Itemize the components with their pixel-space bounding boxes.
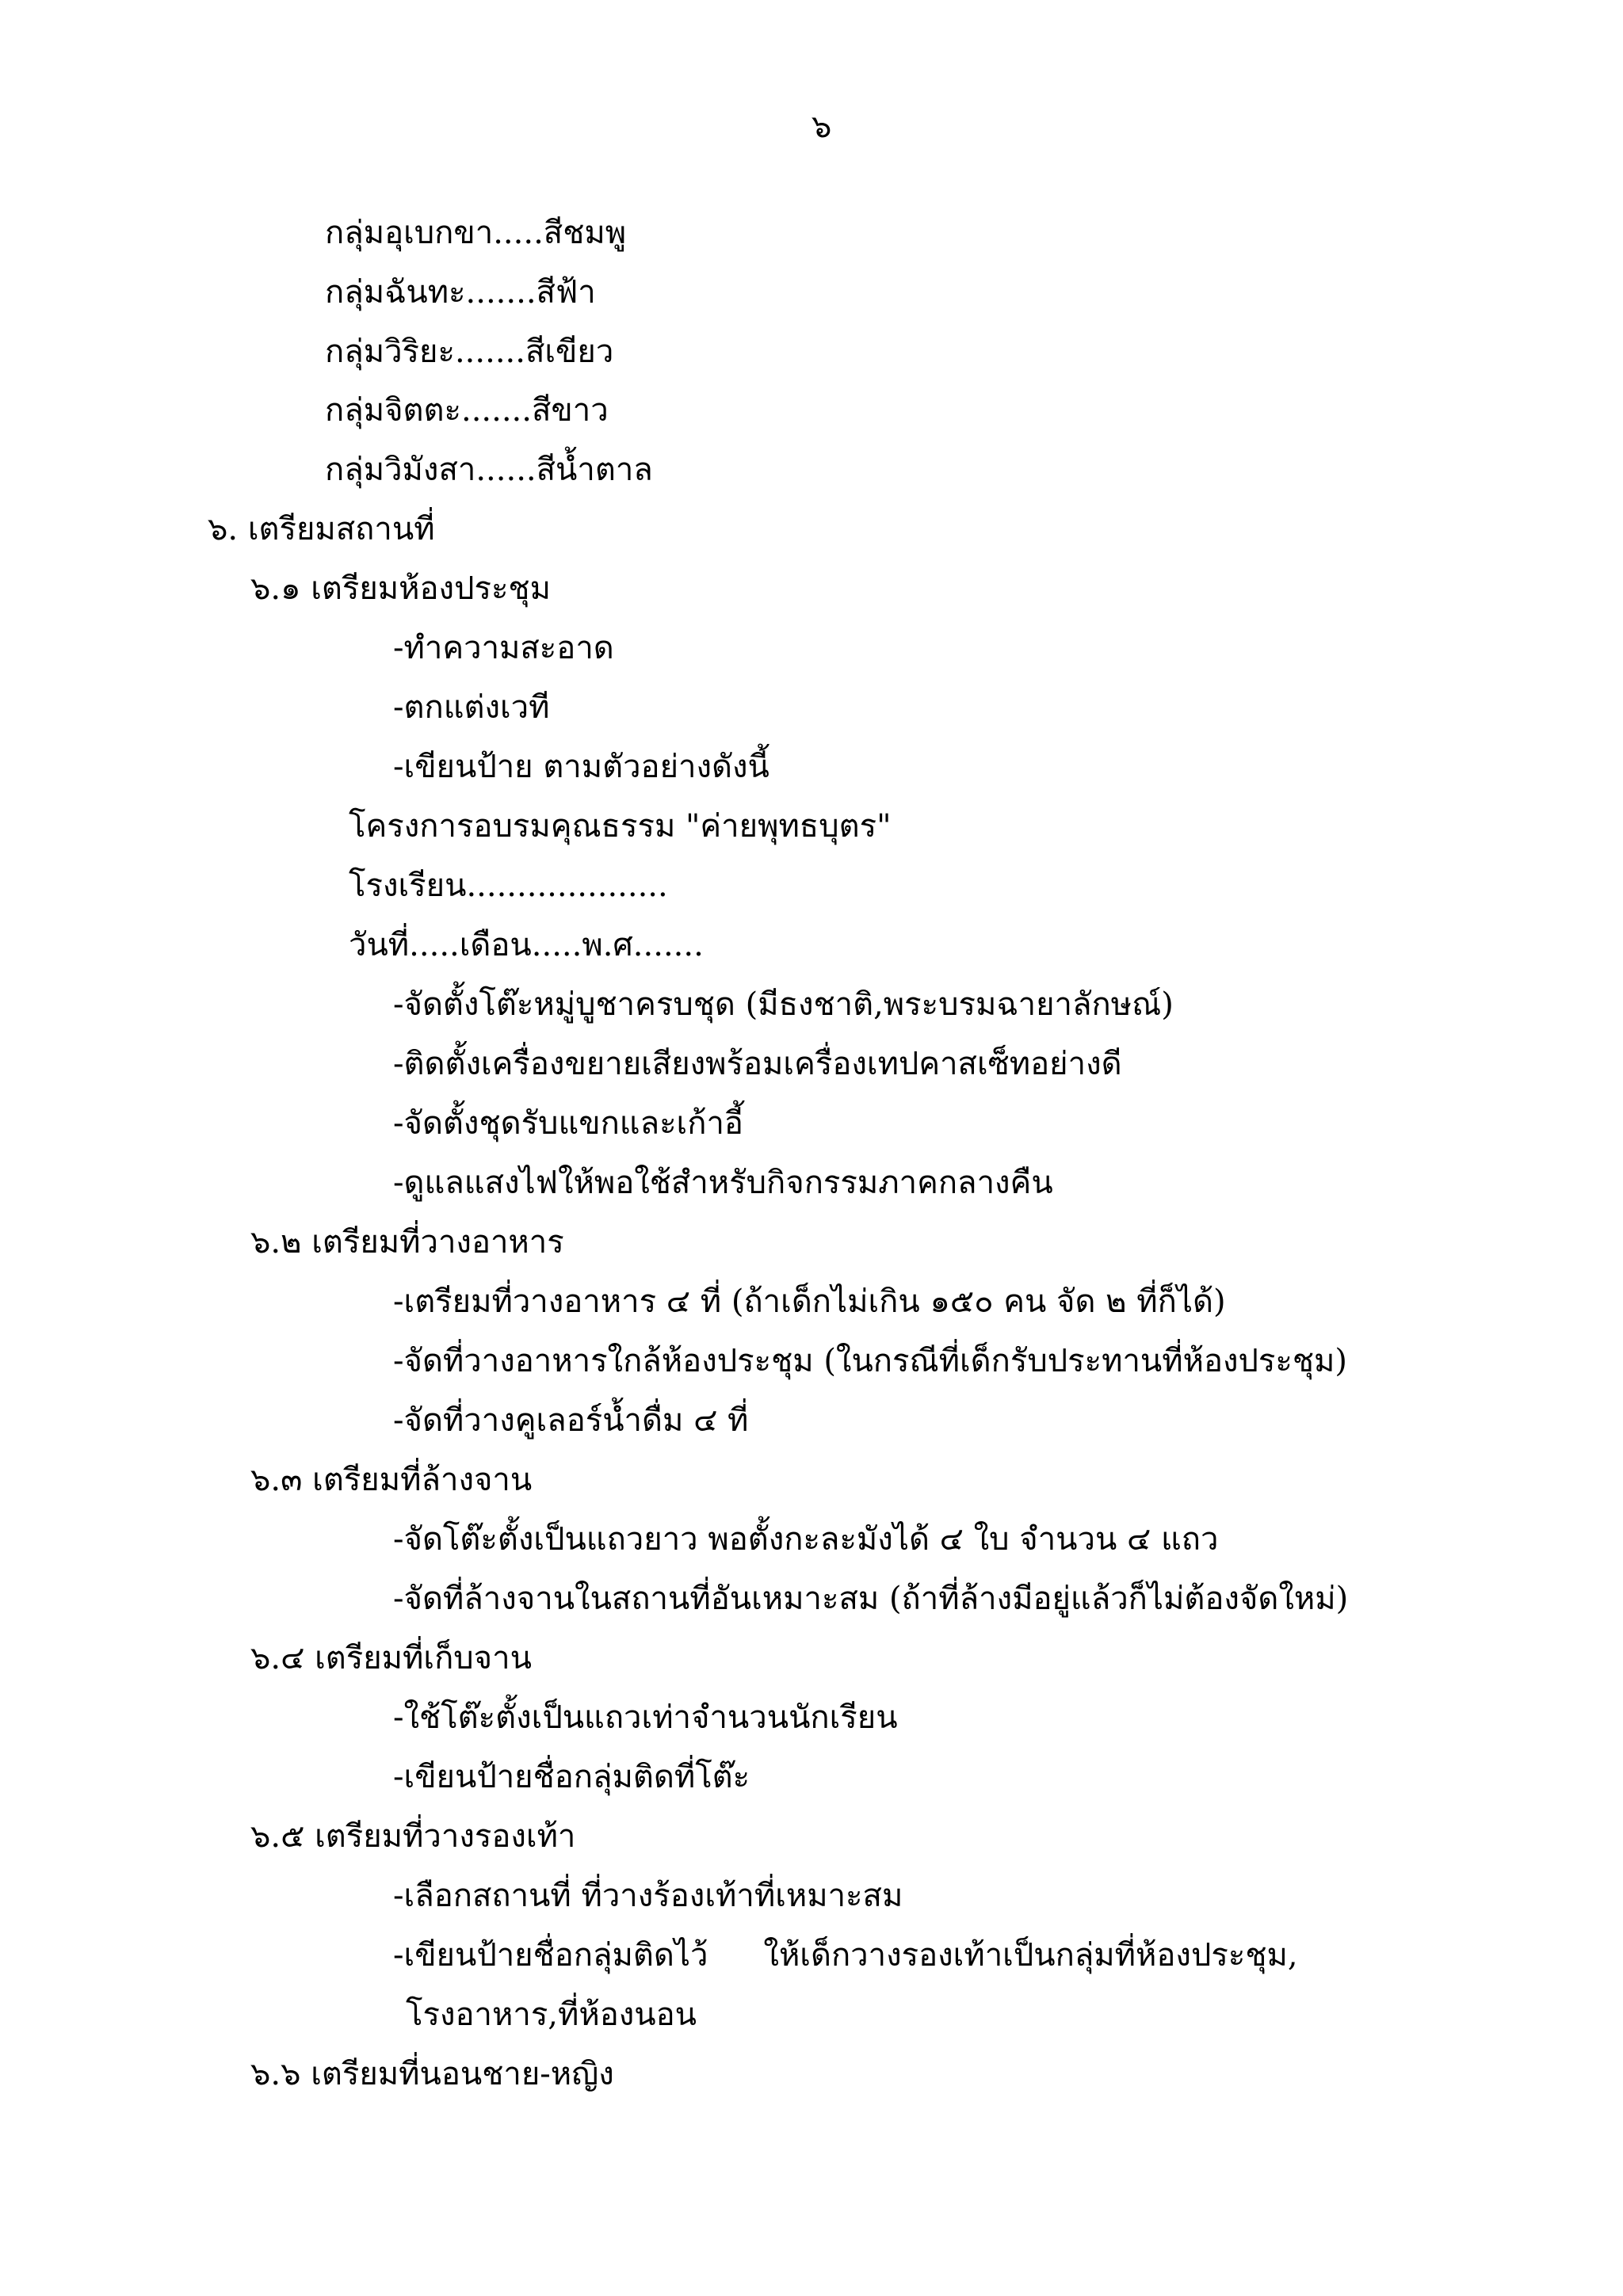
- list-item: -เตรียมที่วางอาหาร ๔ ที่ (ถ้าเด็กไม่เกิน ๑๕๐ คน จัด ๒ ที่ก็ได้): [393, 1283, 1226, 1320]
- subsection-heading: ๖.๖ เตรียมที่นอนชาย-หญิง: [250, 2056, 614, 2092]
- list-item: -ทำความสะอาด: [393, 630, 614, 666]
- list-item-continuation: โรงอาหาร,ที่ห้องนอน: [406, 1997, 697, 2033]
- subsection-heading: ๖.๑ เตรียมห้องประชุม: [250, 570, 551, 607]
- list-item: -จัดตั้งชุดรับแขกและเก้าอี้: [393, 1105, 743, 1142]
- section-heading: ๖. เตรียมสถานที่: [208, 511, 435, 547]
- list-item: -เขียนป้าย ตามตัวอย่างดังนี้: [393, 749, 769, 785]
- subsection-heading: ๖.๕ เตรียมที่วางรองเท้า: [250, 1818, 576, 1855]
- group-line: กลุ่มวิริยะ.......สีเขียว: [325, 334, 614, 370]
- sign-line: โครงการอบรมคุณธรรม "ค่ายพุทธบุตร": [349, 808, 892, 845]
- list-item: -ดูแลแสงไฟให้พอใช้สำหรับกิจกรรมภาคกลางคืน: [393, 1165, 1053, 1201]
- sign-line: โรงเรียน....................: [349, 868, 668, 904]
- subsection-heading: ๖.๔ เตรียมที่เก็บจาน: [250, 1640, 532, 1676]
- list-item: -ติดตั้งเครื่องขยายเสียงพร้อมเครื่องเทปคาสเซ็ทอย่างดี: [393, 1046, 1122, 1082]
- group-line: กลุ่มวิมังสา......สีน้ำตาล: [325, 452, 653, 488]
- group-line: กลุ่มจิตตะ.......สีขาว: [325, 392, 609, 429]
- list-item-part: ให้เด็กวางรองเท้าเป็นกลุ่มที่ห้องประชุม,: [763, 1937, 1298, 1974]
- list-item: -เลือกสถานที่ ที่วางร้องเท้าที่เหมาะสม: [393, 1878, 903, 1914]
- list-item: -ใช้โต๊ะตั้งเป็นแถวเท่าจำนวนนักเรียน: [393, 1699, 898, 1736]
- list-item: -จัดที่วางคูเลอร์น้ำดื่ม ๔ ที่: [393, 1402, 749, 1439]
- group-line: กลุ่มอุเบกขา.....สีชมพู: [325, 215, 627, 251]
- list-item: -ตกแต่งเวที: [393, 689, 550, 726]
- list-item: -เขียนป้ายชื่อกลุ่มติดที่โต๊ะ: [393, 1759, 750, 1795]
- list-item: -จัดที่วางอาหารใกล้ห้องประชุม (ในกรณีที่เด็กรับประทานที่ห้องประชุม): [393, 1343, 1348, 1379]
- list-item: [393, 1933, 1298, 1978]
- list-item: -จัดที่ล้างจานในสถานที่อันเหมาะสม (ถ้าที่ล้างมีอยู่แล้วก็ไม่ต้องจัดใหม่): [393, 1581, 1349, 1617]
- list-item-part: -เขียนป้ายชื่อกลุ่มติดไว้: [393, 1937, 708, 1974]
- subsection-heading: ๖.๓ เตรียมที่ล้างจาน: [250, 1462, 533, 1498]
- group-line: กลุ่มฉันทะ.......สีฟ้า: [325, 274, 596, 311]
- subsection-heading: ๖.๒ เตรียมที่วางอาหาร: [250, 1224, 564, 1261]
- sign-line: วันที่.....เดือน.....พ.ศ.......: [349, 927, 704, 963]
- page-number: ๖: [812, 109, 832, 145]
- list-item: -จัดโต๊ะตั้งเป็นแถวยาว พอตั้งกะละมังได้ ๔ ใบ จำนวน ๔ แถว: [393, 1521, 1219, 1558]
- list-item: -จัดตั้งโต๊ะหมู่บูชาครบชุด (มีธงชาติ,พระบรมฉายาลักษณ์): [393, 986, 1174, 1023]
